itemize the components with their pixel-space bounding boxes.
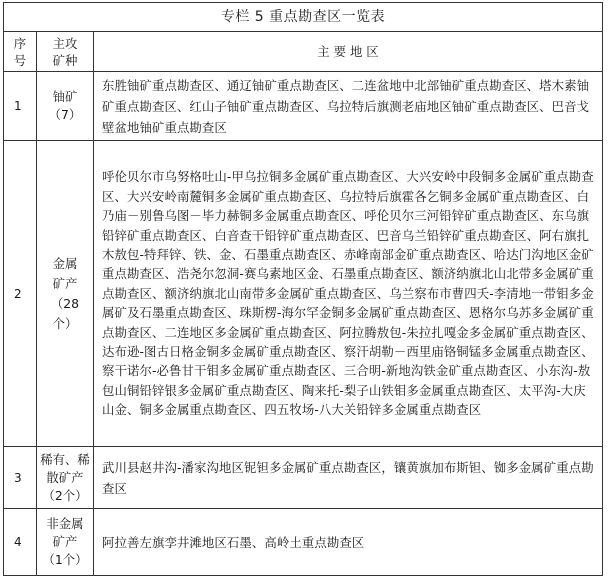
row-mineral: 稀有、稀 散矿产 （2个）	[37, 447, 94, 509]
row-areas: 呼伦贝尔市乌努格吐山-甲乌拉铜多金属矿重点勘查区、大兴安岭中段铜多金属矿重点勘查区、大兴安岭南麓铜多金属矿重点勘查区、乌拉特后旗霍各乞铜多金属矿重点勘查区、白乃庙－别鲁乌图－毕力赫铜多金属重点勘查区、呼伦贝尔三河铅锌矿重点勘查区、东乌旗铅锌矿重点勘查区、白音查干铅锌矿重点勘查区、巴音乌兰铅锌矿重点勘查区、阿右旗扎木敖包-特拜锌、铁、金、石墨重点勘查区、赤峰南部金矿重点勘查区、哈达门沟地区金矿重点勘查区、浩尧尔忽洞-赛乌素地区金、石墨重点勘查区、额济纳旗北山北带多金属矿重点勘查区、额济纳旗北山南带多金属矿重点勘查区、乌兰察布市曹四夭-李清地一带钼多金属矿及石墨重点勘查区、珠斯楞-海尔罕金铜多金属矿重点勘查区、恩格尔乌苏多金属矿重点勘查区、二连地区多金属矿重点勘查区、阿拉腾敖包-朱拉扎嘎金多金属矿重点勘查区、达布逊-图古日格金铜多金属矿重点勘查区、察汗胡勒－西里庙铬铜锰多金属重点勘查区、察干诺尔-必鲁甘干钼多金属矿重点勘查区、三合明-新地沟铁金矿重点勘查区、小东沟-敖包山铜铅锌银多金属矿重点勘查区、陶来托-梨子山铁钼多金属重点勘查区、太平沟-大庆山金、铜多金属重点勘查区、四五牧场-八大关铅锌多金属重点勘查区	[94, 141, 603, 447]
row-mineral: 铀矿 （7）	[37, 72, 94, 141]
table-row	[4, 72, 603, 141]
row-num: 3	[4, 447, 37, 509]
row-num: 2	[4, 141, 37, 447]
header-areas: 主 要 地 区	[94, 32, 603, 72]
row-num: 4	[4, 509, 37, 576]
row-areas: 阿拉善左旗孪井滩地区石墨、高岭土重点勘查区	[94, 509, 603, 576]
row-areas: 东胜铀矿重点勘查区、通辽铀矿重点勘查区、二连盆地中北部铀矿重点勘查区、塔木素铀矿重点勘查区、红山子铀矿重点勘查区、乌拉特后旗测老庙地区铀矿重点勘查区、巴音戈壁盆地铀矿重点勘查区	[94, 72, 603, 141]
table-caption: 专栏 5 重点勘查区一览表	[3, 2, 603, 31]
exploration-areas-table	[3, 31, 603, 576]
row-mineral: 非金属 矿产 （1个）	[37, 509, 94, 576]
header-num: 序 号	[4, 32, 37, 72]
table-row	[4, 141, 603, 447]
table-row	[4, 509, 603, 576]
header-mineral: 主攻 矿种	[37, 32, 94, 72]
table-row	[4, 447, 603, 509]
row-num: 1	[4, 72, 37, 141]
row-areas: 武川县赵井沟-潘家沟地区铌钽多金属矿重点勘查区，镶黄旗加布斯钽、铷多金属矿重点勘查区	[94, 447, 603, 509]
header-row	[4, 32, 603, 72]
row-mineral: 金属 矿产 （28 个）	[37, 141, 94, 447]
